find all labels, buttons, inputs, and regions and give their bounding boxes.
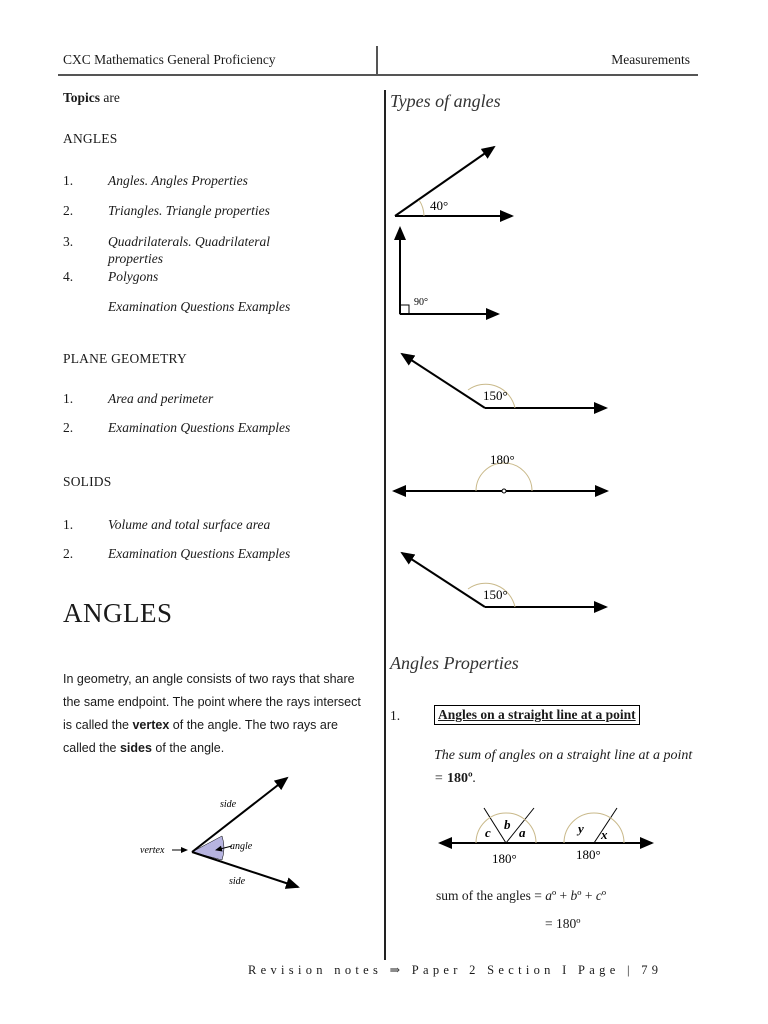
list-item: 1. Angles. Angles Properties bbox=[63, 173, 248, 188]
types-of-angles-figures bbox=[388, 140, 628, 620]
list-item: 4. Polygons bbox=[63, 269, 159, 284]
property-description: The sum of angles on a straight line at a point = 180º. bbox=[434, 748, 693, 786]
page-footer: Revision notes ⇒ Paper 2 Section I Page | 79 bbox=[248, 963, 663, 977]
list-item: 1. Volume and total surface area bbox=[63, 517, 271, 532]
angle-label: angle bbox=[230, 841, 253, 852]
angle-40-label: 40° bbox=[430, 198, 449, 213]
angle-b-label: b bbox=[504, 817, 511, 832]
angle-x-label: x bbox=[601, 827, 608, 842]
angle-150-label-2: 150° bbox=[483, 587, 508, 602]
property-number: 1. bbox=[390, 708, 401, 723]
types-of-angles-heading: Types of angles bbox=[390, 91, 501, 111]
list-item: 2. Triangles. Triangle properties bbox=[63, 203, 270, 218]
property-title-box: Angles on a straight line at a point bbox=[434, 705, 640, 725]
sum-expression: sum of the angles = aº + bº + cº bbox=[436, 888, 607, 903]
right-total-label: 180° bbox=[576, 847, 601, 862]
list-item: 2. Examination Questions Examples bbox=[63, 420, 291, 435]
angle-150-label: 150° bbox=[483, 388, 508, 403]
angles-properties-heading: Angles Properties bbox=[390, 653, 519, 673]
angle-a-label: a bbox=[519, 825, 526, 840]
angle-180-label: 180° bbox=[490, 452, 515, 467]
side-label-top: side bbox=[220, 799, 237, 810]
vertex-label: vertex bbox=[140, 845, 165, 856]
angle-y-label: y bbox=[578, 821, 584, 836]
straight-line-angles-figure bbox=[436, 805, 666, 875]
column-divider bbox=[384, 90, 386, 960]
list-item: 3. Quadrilaterals. Quadrilateral properties bbox=[63, 234, 271, 266]
section-heading-angles: ANGLES bbox=[63, 131, 118, 146]
left-total-label: 180° bbox=[492, 851, 517, 866]
side-label-bottom: side bbox=[229, 876, 246, 887]
section-heading-plane-geometry: PLANE GEOMETRY bbox=[63, 351, 187, 366]
header-title: CXC Mathematics General Proficiency bbox=[63, 52, 276, 67]
topics-intro: Topics are bbox=[63, 90, 120, 105]
section-heading-solids: SOLIDS bbox=[63, 474, 112, 489]
header-topic: Measurements bbox=[611, 52, 690, 67]
angle-90-label: 90° bbox=[414, 297, 428, 308]
list-item: Examination Questions Examples bbox=[108, 299, 291, 314]
header-rule bbox=[58, 74, 698, 76]
angles-heading: ANGLES bbox=[63, 598, 173, 628]
list-item: 2. Examination Questions Examples bbox=[63, 546, 291, 561]
angle-c-label: c bbox=[485, 825, 491, 840]
list-item: 1. Area and perimeter bbox=[63, 391, 214, 406]
sum-result: = 180º bbox=[545, 916, 581, 931]
header-separator bbox=[376, 46, 378, 74]
angle-parts-diagram bbox=[130, 770, 330, 900]
angle-definition-paragraph: In geometry, an angle consists of two rays that share the same endpoint. The point where the rays intersect is called the vertex of the angle. The two rays are called the sides of the angle. bbox=[63, 672, 361, 755]
